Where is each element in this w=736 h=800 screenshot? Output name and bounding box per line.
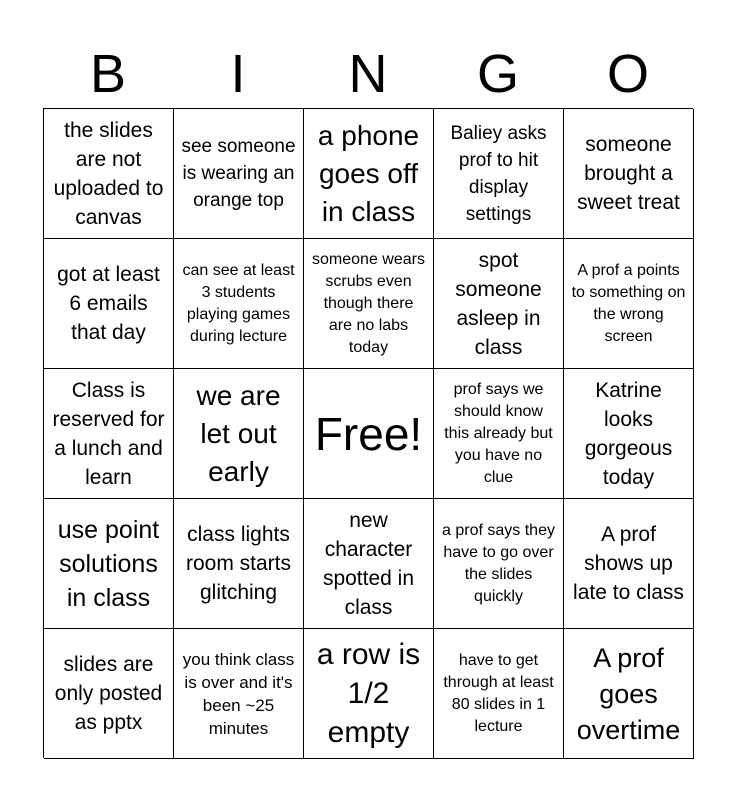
header-letter-o: O	[606, 44, 649, 104]
cell-text: see someone is wearing an orange top	[181, 136, 296, 211]
bingo-cell[interactable]	[304, 499, 434, 629]
header-letter-g: G	[476, 44, 519, 104]
cell-text: A prof a points to something on the wrong screen	[571, 261, 686, 345]
bingo-cell[interactable]	[174, 109, 304, 239]
bingo-header	[43, 40, 693, 108]
bingo-cell[interactable]	[44, 239, 174, 369]
bingo-cell[interactable]	[174, 369, 304, 499]
cell-text: a prof says they have to go over the slides quickly	[442, 521, 555, 605]
bingo-cell[interactable]	[564, 499, 694, 629]
bingo-cell[interactable]	[304, 109, 434, 239]
bingo-cell[interactable]	[564, 629, 694, 759]
cell-text: Katrine looks gorgeous today	[584, 378, 673, 489]
header-letter-b: B	[89, 44, 127, 104]
bingo-cell[interactable]	[434, 109, 564, 239]
bingo-cell[interactable]	[44, 499, 174, 629]
cell-text: slides are only posted as pptx	[54, 653, 163, 734]
bingo-cell[interactable]	[304, 629, 434, 759]
cell-text: Class is reserved for a lunch and learn	[52, 378, 165, 489]
free-space-text: Free!	[314, 407, 423, 460]
bingo-cell[interactable]	[564, 369, 694, 499]
bingo-cell[interactable]	[434, 629, 564, 759]
bingo-cell[interactable]	[174, 499, 304, 629]
cell-text: have to get through at least 80 slides in 1 lecture	[443, 651, 554, 735]
cell-text: new character spotted in class	[322, 508, 415, 619]
cell-text: class lights room starts glitching	[185, 523, 292, 604]
cell-text: someone wears scrubs even though there are no labs today	[312, 250, 425, 356]
cell-text: you think class is over and it's been ~25 minutes	[182, 649, 295, 738]
cell-text: prof says we should know this already but you have no clue	[444, 380, 553, 486]
bingo-cell[interactable]	[434, 499, 564, 629]
bingo-cell[interactable]	[434, 369, 564, 499]
bingo-cell[interactable]	[44, 629, 174, 759]
cell-text: use point solutions in class	[57, 515, 160, 612]
cell-text: A prof goes overtime	[576, 642, 681, 745]
header-letter-i: I	[230, 44, 246, 104]
bingo-cell[interactable]	[174, 239, 304, 369]
bingo-cell[interactable]	[44, 109, 174, 239]
cell-text: a phone goes off in class	[317, 119, 420, 227]
header-letter-n: N	[348, 44, 388, 104]
cell-text: got at least 6 emails that day	[57, 263, 160, 344]
bingo-cell[interactable]	[44, 369, 174, 499]
bingo-cell[interactable]	[434, 239, 564, 369]
bingo-cell[interactable]	[174, 629, 304, 759]
bingo-cell[interactable]	[564, 239, 694, 369]
cell-text: A prof shows up late to class	[573, 523, 684, 604]
bingo-cell[interactable]	[564, 109, 694, 239]
cell-text: we are let out early	[196, 379, 281, 487]
cell-text: the slides are not uploaded to canvas	[53, 118, 164, 229]
bingo-cell[interactable]	[304, 239, 434, 369]
cell-text: can see at least 3 students playing games during lecture	[182, 261, 295, 345]
free-space-cell[interactable]	[304, 369, 434, 499]
cell-text: someone brought a sweet treat	[577, 133, 680, 214]
cell-text: Baliey asks prof to hit display settings	[450, 122, 547, 225]
cell-text: spot someone asleep in class	[455, 248, 542, 359]
cell-text: a row is 1/2 empty	[316, 638, 421, 749]
bingo-grid	[43, 108, 693, 758]
